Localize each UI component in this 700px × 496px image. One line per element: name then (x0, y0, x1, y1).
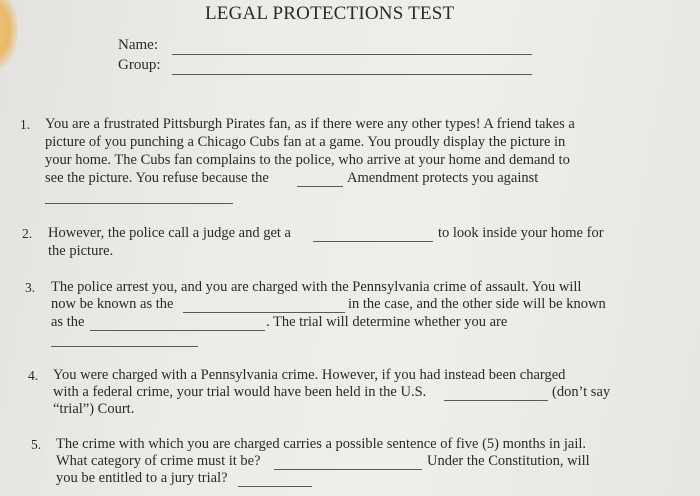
question-text-line: with a federal crime, your trial would have been held in the U.S. (53, 384, 427, 400)
question-text-line: (don’t say (552, 384, 611, 400)
group-field[interactable] (172, 74, 532, 75)
question-text-line: picture of you punching a Chicago Cubs fan at a game. You proudly display the picture in (45, 134, 566, 150)
question-number: 4. (28, 368, 39, 383)
question-text-line: your home. The Cubs fan complains to the police, who arrive at your home and demand to (45, 152, 570, 168)
answer-blank[interactable] (313, 241, 433, 242)
question-text-line: now be known as the (51, 296, 174, 312)
answer-blank[interactable] (90, 330, 265, 331)
answer-blank[interactable] (274, 469, 422, 470)
question-text-line: as the (51, 314, 85, 330)
question-text-line: You were charged with a Pennsylvania crime. However, if you had instead been charged (53, 367, 566, 383)
question-text-line: to look inside your home for (438, 225, 604, 241)
question-number: 3. (25, 280, 36, 295)
question-text-line: . The trial will determine whether you are (266, 314, 508, 330)
question-text-line: you be entitled to a jury trial? (56, 470, 228, 486)
question-text-line: the picture. (48, 243, 114, 259)
question-number: 2. (22, 226, 33, 241)
group-label: Group: (118, 57, 161, 73)
name-field[interactable] (172, 54, 532, 55)
question-text-line: The crime with which you are charged carries a possible sentence of five (5) months in jail. (56, 436, 587, 452)
answer-blank[interactable] (183, 312, 345, 313)
answer-blank[interactable] (51, 346, 198, 347)
light-glare (0, 0, 18, 70)
question-text-line: Under the Constitution, will (427, 453, 590, 469)
question-text-line: “trial”) Court. (53, 401, 135, 417)
question-number: 5. (31, 437, 42, 452)
question-text-line: However, the police call a judge and get a (48, 225, 291, 241)
question-text-line: Amendment protects you against (347, 170, 539, 186)
question-number: 1. (20, 117, 31, 132)
answer-blank[interactable] (45, 203, 233, 204)
question-text-line: You are a frustrated Pittsburgh Pirates fan, as if there were any other types! A friend takes a (45, 116, 575, 132)
answer-blank[interactable] (297, 186, 343, 187)
question-text-line: The police arrest you, and you are charged with the Pennsylvania crime of assault. You will (51, 279, 582, 295)
question-text-line: in the case, and the other side will be known (348, 296, 606, 312)
answer-blank[interactable] (238, 486, 312, 487)
answer-blank[interactable] (444, 400, 548, 401)
question-text-line: What category of crime must it be? (56, 453, 261, 469)
question-text-line: see the picture. You refuse because the (45, 170, 269, 186)
page-title: LEGAL PROTECTIONS TEST (205, 3, 455, 24)
name-label: Name: (118, 37, 158, 53)
